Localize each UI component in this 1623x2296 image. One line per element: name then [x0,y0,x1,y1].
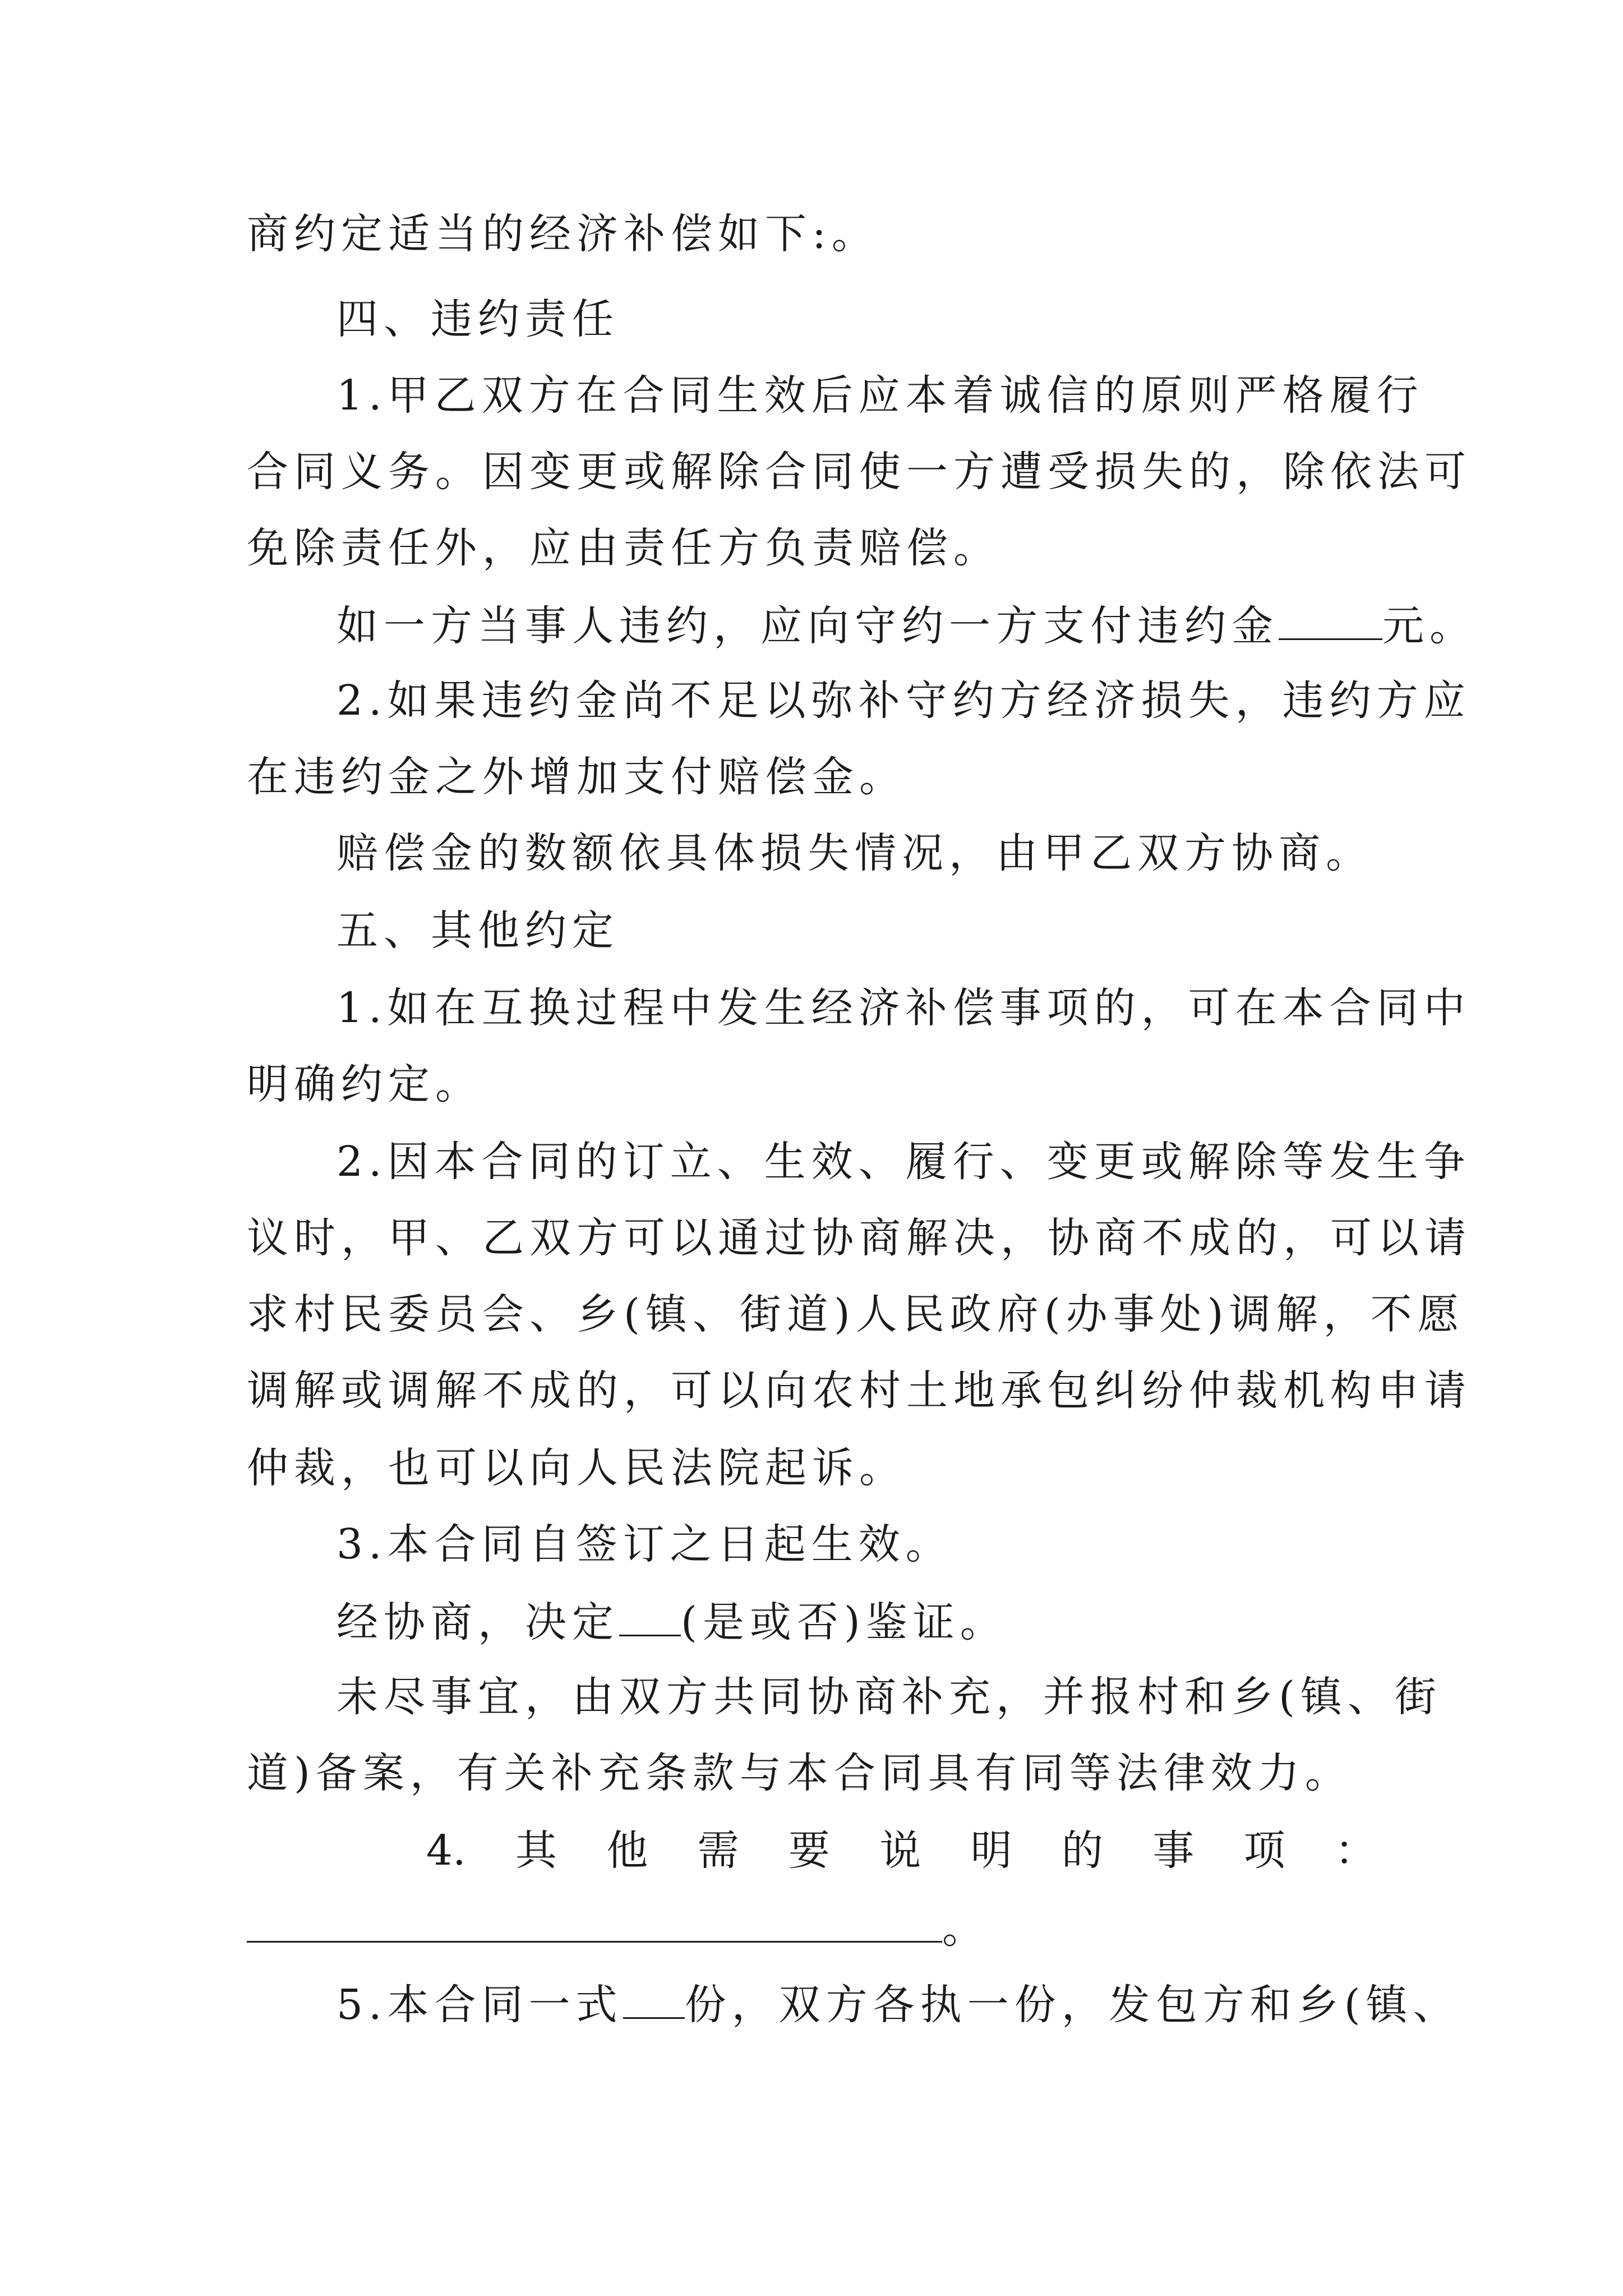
copies-suffix: 份，双方各执一份，发包方和乡(镇、 [684,1981,1460,2029]
blank-field [623,1982,685,2019]
paragraph-line [247,1904,989,1953]
section-heading: 五、其他约定 [336,907,619,955]
paragraph-line: 在违约金之外增加支付赔偿金。 [247,753,906,801]
spread-char: 要 [788,1826,830,1875]
blank-field [247,1906,942,1943]
blank-field [1279,604,1382,640]
section-heading: 四、违约责任 [336,295,619,343]
penalty-unit: 元。 [1382,602,1477,650]
paragraph-line: 免除责任外，应由责任方负责赔偿。 [247,524,1000,572]
paragraph-line: 3.本合同自签订之日起生效。 [336,1520,953,1568]
paragraph-line [336,602,1477,650]
spread-char: 项 [1243,1826,1285,1875]
paragraph-line [336,1598,1007,1646]
paragraph-line: 1.甲乙双方在合同生效后应本着诚信的原则严格履行 [336,371,1424,420]
verification-text: 经协商，决定 [336,1598,619,1646]
paragraph-line: 调解或调解不成的，可以向农村土地承包纠纷仲裁机构申请 [247,1366,1472,1415]
paragraph-line: 道)备案，有关补充条款与本合同具有同等法律效力。 [247,1749,1352,1797]
paragraph-line: 商约定适当的经济补偿如下:。 [247,210,879,258]
paragraph-line [336,1981,1460,2029]
paragraph-line: 求村民委员会、乡(镇、街道)人民政府(办事处)调解，不愿 [247,1290,1465,1338]
blank-field [619,1600,681,1636]
spread-char: 需 [697,1826,739,1875]
paragraph-line: 议时，甲、乙双方可以通过协商解决，协商不成的，可以请 [247,1214,1472,1262]
paragraph-line: 1.如在互换过程中发生经济补偿事项的，可在本合同中 [336,984,1471,1032]
paragraph-line: 2.如果违约金尚不足以弥补守约方经济损失，违约方应 [336,677,1471,725]
spread-char: ： [1334,1826,1376,1875]
penalty-text: 如一方当事人违约，应向守约一方支付违约金 [336,602,1279,650]
paragraph-line: 合同义务。因变更或解除合同使一方遭受损失的，除依法可 [247,448,1472,496]
copies-text: 5.本合同一式 [336,1981,623,2029]
spread-char: 的 [1061,1826,1103,1875]
paragraph-line: 2.因本合同的订立、生效、履行、变更或解除等发生争 [336,1138,1471,1186]
justified-line [426,1826,1376,1875]
verification-suffix: (是或否)鉴证。 [681,1598,1007,1646]
paragraph-line: 明确约定。 [247,1060,482,1108]
spread-char: 他 [606,1826,648,1875]
spread-char: 明 [970,1826,1012,1875]
spread-char: 事 [1152,1826,1195,1875]
spread-char: 说 [879,1826,921,1875]
paragraph-line: 未尽事宜，由双方共同协商补充，并报村和乡(镇、街 [336,1673,1442,1721]
spread-char: 4. [426,1826,466,1875]
period: 。 [942,1904,989,1953]
paragraph-line: 赔偿金的数额依具体损失情况，由甲乙双方协商。 [336,829,1373,877]
spread-char: 其 [515,1826,557,1875]
paragraph-line: 仲裁，也可以向人民法院起诉。 [247,1444,906,1492]
